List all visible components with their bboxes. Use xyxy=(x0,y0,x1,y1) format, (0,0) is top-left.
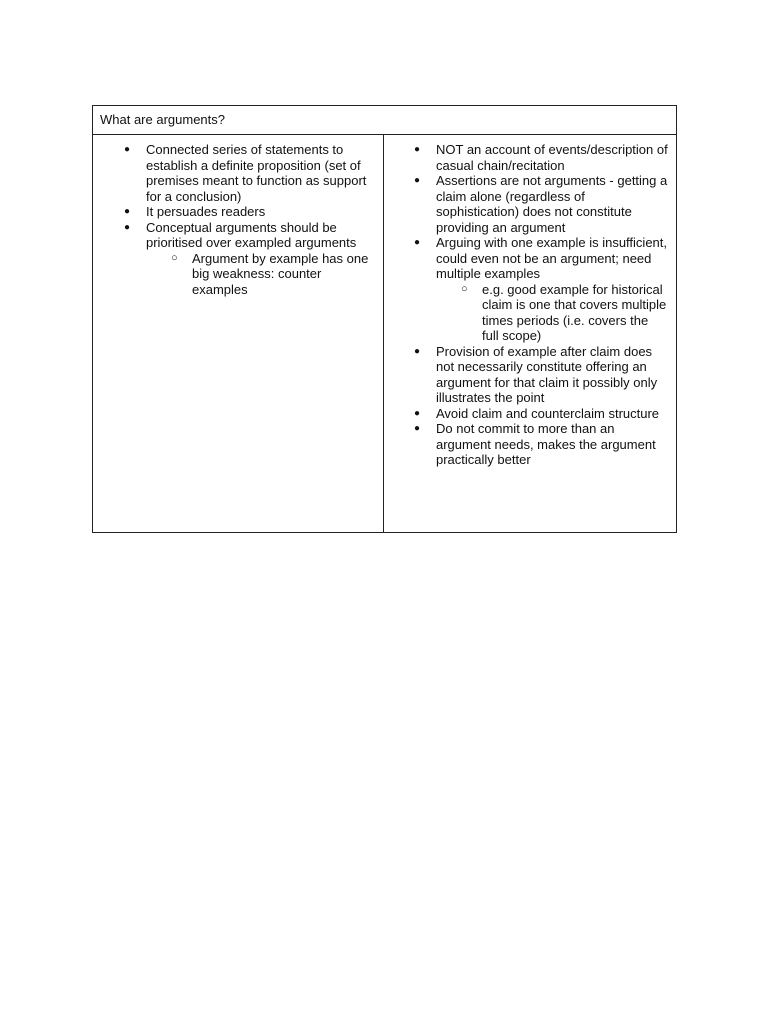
list-item xyxy=(93,142,383,204)
sub-bullet-text: e.g. good example for historical claim is one that covers multiple times periods (i.e. covers the full scope) xyxy=(482,281,667,343)
bullet-text: Avoid claim and counterclaim structure xyxy=(436,405,660,421)
table-header-row xyxy=(93,106,676,135)
bullet-text: Do not commit to more than an argument needs, makes the argument practically better xyxy=(436,421,656,467)
sub-bullet-text: Argument by example has one big weakness: counter examples xyxy=(192,250,369,297)
hollow-bullet-icon: ○ xyxy=(171,251,178,264)
list-item xyxy=(384,344,676,406)
list-item xyxy=(384,406,676,422)
filled-bullet-icon: ● xyxy=(414,237,421,248)
sub-list-item xyxy=(436,282,676,344)
list-item xyxy=(384,173,676,235)
bullet-text: Conceptual arguments should be prioritised over exampled arguments xyxy=(146,219,357,250)
list-item xyxy=(384,421,676,468)
sub-list-item xyxy=(146,251,383,298)
filled-bullet-icon: ● xyxy=(414,407,421,419)
filled-bullet-icon: ● xyxy=(414,423,421,434)
list-item xyxy=(384,142,676,173)
bullet-text: NOT an account of events/description of casual chain/recitation xyxy=(436,142,668,173)
table-body-row xyxy=(93,135,676,532)
filled-bullet-icon: ● xyxy=(124,221,131,233)
sub-bullet-list xyxy=(436,282,676,344)
right-bullet-list xyxy=(384,142,676,468)
bullet-text: Arguing with one example is insufficient, could even not be an argument; need multiple examples xyxy=(436,235,667,281)
bullet-text: Connected series of statements to establish a definite proposition (set of premises meant to function as support for a conclusion) xyxy=(146,142,367,204)
bullet-text: Assertions are not arguments - getting a claim alone (regardless of sophistication) does not constitute providing an argument xyxy=(436,173,668,235)
left-bullet-list xyxy=(93,142,383,297)
table-header-title: What are arguments? xyxy=(100,112,226,127)
list-item xyxy=(93,220,383,298)
hollow-bullet-icon: ○ xyxy=(461,282,468,295)
list-item xyxy=(93,204,383,220)
filled-bullet-icon: ● xyxy=(414,175,421,186)
bullet-text: It persuades readers xyxy=(146,204,266,219)
filled-bullet-icon: ● xyxy=(414,345,421,357)
left-notes-column xyxy=(93,135,384,532)
arguments-notes-table xyxy=(92,105,677,533)
list-item xyxy=(384,235,676,344)
filled-bullet-icon: ● xyxy=(124,144,131,155)
filled-bullet-icon: ● xyxy=(124,206,131,217)
sub-bullet-list xyxy=(146,251,383,298)
bullet-text: Provision of example after claim does not necessarily constitute offering an argument for that claim it possibly only illustrates the point xyxy=(436,343,658,405)
right-notes-column xyxy=(384,135,676,532)
filled-bullet-icon: ● xyxy=(414,144,421,155)
